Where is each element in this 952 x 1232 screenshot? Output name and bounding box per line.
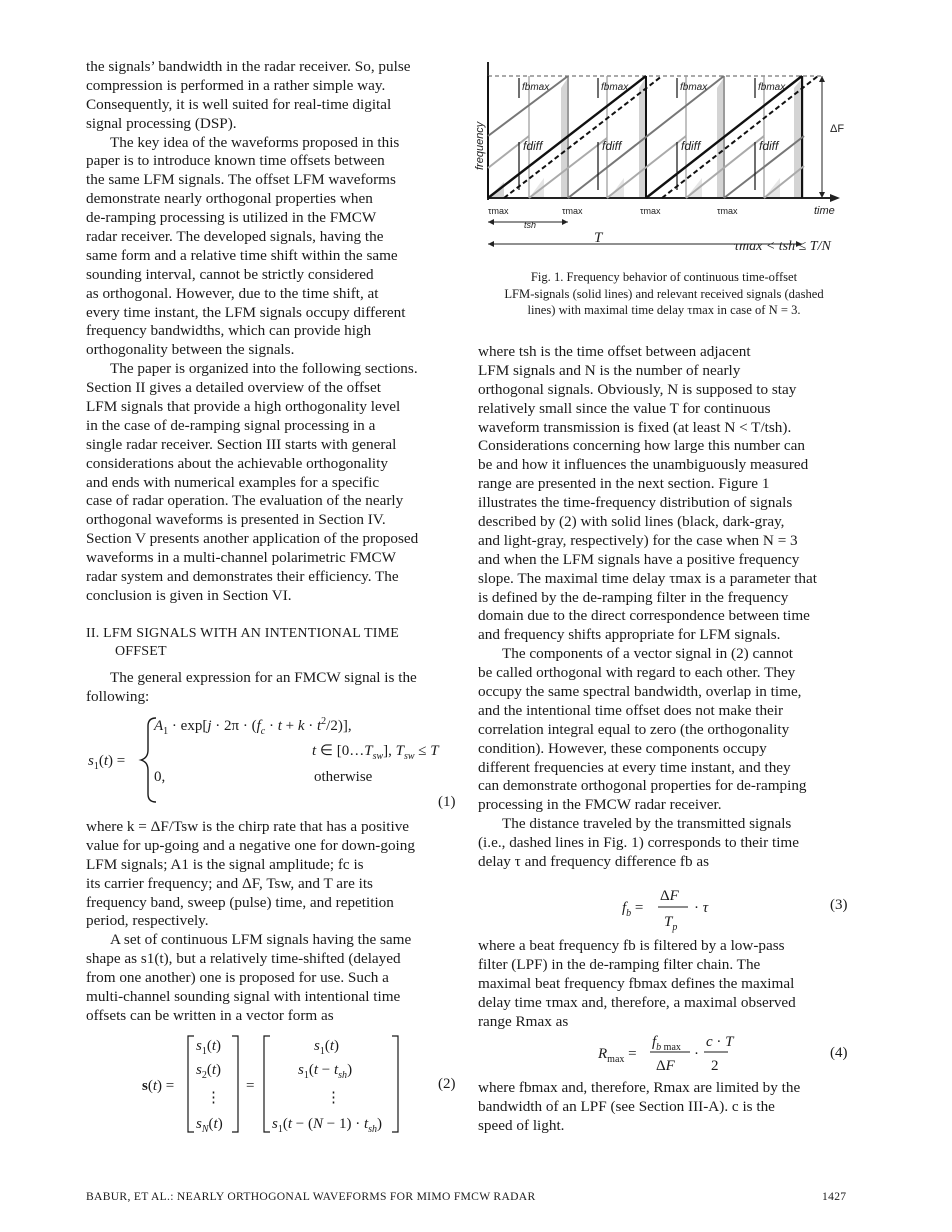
- fdiff-label: fdiff: [681, 139, 701, 153]
- figure-1: [474, 58, 854, 268]
- text-line: as orthogonal. However, due to the time shift, at: [86, 284, 379, 302]
- svg-text:⋮: ⋮: [326, 1090, 341, 1106]
- text-line: from one another) one is proposed for use. Such a: [86, 969, 389, 987]
- text-line: considerations about the achievable orthogonality: [86, 454, 388, 472]
- text-line: LFM signals that provide a high orthogonality level: [86, 398, 401, 416]
- text-line: Considerations concerning how large this number can: [478, 437, 806, 455]
- text-line: and frequency shifts appropriate for LFM signals.: [478, 626, 781, 644]
- equation-4: [596, 1030, 756, 1082]
- text-line: The paper is organized into the following sections.: [110, 360, 418, 378]
- section-heading: [86, 625, 456, 661]
- text-line: and ends with numerical examples for a specific: [86, 473, 380, 491]
- equation-1: [86, 712, 458, 812]
- paragraph: [86, 360, 454, 606]
- text-line: paper is to introduce known time offsets between: [86, 152, 385, 170]
- equation-number: (2): [438, 1076, 456, 1092]
- svg-text:ΔF: ΔF: [660, 888, 679, 904]
- svg-text:otherwise: otherwise: [314, 769, 373, 785]
- right-column: [478, 343, 850, 872]
- text-line: offsets can be written in a vector form as: [86, 1006, 334, 1024]
- text-line: maximal beat frequency fbmax defines the maximal: [478, 974, 795, 992]
- tau-label: τmax: [640, 206, 661, 216]
- svg-text:0,: 0,: [154, 769, 166, 785]
- text-line: value for up-going and a negative one for down-going: [86, 836, 415, 854]
- text-line: orthogonal waveforms is presented in Section IV.: [86, 511, 386, 529]
- svg-text:⋮: ⋮: [206, 1090, 221, 1106]
- paragraph: [478, 937, 850, 1031]
- text-line: illustrates the time-frequency distribution of signals: [478, 494, 793, 512]
- paragraph: [86, 134, 454, 361]
- text-line: LFM signals and N is the number of nearly: [478, 361, 741, 379]
- text-line: waveforms in a multi-channel polarimetric FMCW: [86, 549, 396, 567]
- svg-text:Tp: $T_p$: [664, 914, 678, 933]
- paragraph: [478, 1079, 850, 1136]
- tau-label: τmax: [488, 206, 509, 216]
- text-line: where fbmax and, therefore, Rmax are limited by the: [478, 1079, 801, 1096]
- svg-text:Rmax =: $R_{max}$ =: [598, 1046, 637, 1065]
- text-line: A set of continuous LFM signals having the same: [110, 931, 412, 949]
- running-title: BABUR, ET AL.: NEARLY ORTHOGONAL WAVEFORMS FOR MIMO FMCW RADAR: [86, 1190, 536, 1203]
- svg-text:=: =: [246, 1078, 255, 1094]
- paragraph: [86, 669, 454, 707]
- fbmax-label: fbmax: [522, 82, 550, 93]
- caption-line: LFM-signals (solid lines) and relevant received signals (dashed: [504, 286, 824, 301]
- text-line: where a beat frequency fb is filtered by a low-pass: [478, 937, 785, 954]
- caption-line: Fig. 1. Frequency behavior of continuous time-offset: [530, 270, 798, 284]
- text-line: Section V presents another application of the proposed: [86, 530, 419, 548]
- text-line: delay τ and frequency difference fb as: [478, 853, 709, 871]
- svg-text:s2(t): $s_2(t)$: [196, 1062, 222, 1081]
- text-line: and light-gray, respectively) for the case when N = 3: [478, 531, 798, 549]
- text-line: orthogonal signals. Obviously, N is supposed to stay: [478, 380, 797, 398]
- text-line: conclusion is given in Section VI.: [86, 586, 292, 604]
- svg-text:fb max: $f_{b max}$: [652, 1034, 681, 1053]
- equation-2: [86, 1028, 426, 1140]
- fbmax-label: fbmax: [601, 82, 629, 93]
- text-line: waveform transmission is fixed (at least N < T/tsh).: [478, 418, 792, 436]
- text-line: and when the LFM signals have a positive frequency: [478, 550, 800, 568]
- left-column: [86, 58, 454, 606]
- text-line: sounding interval, cannot be strictly considered: [86, 265, 374, 283]
- svg-text:A1 · exp[j · 2π · (fc · t + k: $A_1 \cdot \exp[j \cdot 2\pi \cdot (f_c \cdot t + k \cdot t^2/2)]$,: [154, 716, 352, 737]
- text-line: period, respectively.: [86, 912, 209, 930]
- text-line: range are presented in the next section. Figure 1: [478, 475, 770, 493]
- text-line: domain due to the direct correspondence between time: [478, 607, 810, 625]
- text-line: The general expression for an FMCW signal is the: [110, 669, 417, 686]
- caption-line: lines) with maximal time delay τmax in case of N = 3.: [527, 303, 801, 317]
- text-line: demonstrate nearly orthogonal properties when: [86, 190, 373, 208]
- tsh-label: tsh: [524, 220, 537, 230]
- fbmax-label: fbmax: [680, 82, 708, 93]
- fbmax-label: fbmax: [758, 82, 786, 93]
- text-line: condition). However, these components occupy: [478, 739, 767, 757]
- tau-label: τmax: [717, 206, 738, 216]
- text-line: the signals’ bandwidth in the radar receiver. So, pulse: [86, 58, 411, 75]
- text-line: de-ramping processing is utilized in the FMCW: [86, 209, 377, 227]
- equation-number: (4): [830, 1045, 848, 1061]
- text-line: is defined by the de-ramping filter in the frequency: [478, 588, 789, 606]
- equation-number: (1): [438, 794, 456, 810]
- svg-text:s1(t) =: $s_1(t)$ =: [88, 753, 126, 772]
- delta-f-label: ΔF: [830, 123, 845, 135]
- text-line: filter (LPF) in the de-ramping filter chain. The: [478, 955, 761, 973]
- text-line: signal processing (DSP).: [86, 114, 237, 132]
- text-line: Consequently, it is well suited for real-time digital: [86, 95, 392, 113]
- paragraph: [86, 818, 454, 1026]
- text-line: can demonstrate orthogonal properties for de-ramping: [478, 777, 807, 795]
- text-line: where tsh is the time offset between adjacent: [478, 343, 751, 360]
- svg-text:2: 2: [711, 1058, 719, 1074]
- condition-label: τmax < tsh ≤ T/N: [734, 239, 831, 254]
- svg-text:· τ: · τ: [694, 900, 709, 916]
- text-line: following:: [86, 687, 150, 705]
- text-line: frequency band, sweep (pulse) time, and repetition: [86, 893, 394, 911]
- text-line: different frequencies at every time instant, and they: [478, 758, 791, 776]
- section-heading-line: OFFSET: [115, 644, 167, 659]
- svg-text:s(t) =: s(t) =: [142, 1078, 175, 1094]
- page-number: 1427: [822, 1190, 847, 1203]
- text-line: its carrier frequency; and ΔF, Tsw, and T are its: [86, 874, 373, 892]
- text-line: case of radar operation. The evaluation of the nearly: [86, 492, 404, 510]
- text-line: in the case of de-ramping signal processing in a: [86, 416, 376, 434]
- equation-number: (3): [830, 897, 848, 913]
- y-axis-label: frequency: [474, 121, 486, 170]
- text-line: described by (2) with solid lines (black, dark-gray,: [478, 513, 785, 531]
- text-line: relatively small since the value T for continuous: [478, 399, 771, 417]
- text-line: be and how it influences the unambiguously measured: [478, 456, 809, 474]
- svg-text:t ∈ [0…Tsw], Tsw ≤ T: t ∈ $[0\dots T_{sw}]$, $T_{sw} \le T$: [312, 743, 439, 762]
- text-line: frequency bandwidths, which can provide high: [86, 322, 372, 340]
- text-line: The key idea of the waveforms proposed in this: [110, 133, 400, 151]
- text-line: multi-channel sounding signal with intentional time: [86, 988, 401, 1006]
- svg-text:s1(t): $s_1(t)$: [314, 1038, 340, 1057]
- svg-text:ΔF: ΔF: [656, 1058, 675, 1074]
- text-line: compression is performed in a rather simple way.: [86, 76, 386, 94]
- figure-caption: [478, 269, 850, 319]
- section-heading-line: II. LFM SIGNALS WITH AN INTENTIONAL TIME: [86, 626, 399, 641]
- text-line: every time instant, the LFM signals occupy different: [86, 303, 406, 321]
- text-line: The components of a vector signal in (2) cannot: [502, 645, 794, 663]
- text-line: speed of light.: [478, 1116, 565, 1134]
- text-line: Section II gives a detailed overview of the offset: [86, 379, 381, 397]
- text-line: occupy the same spectral bandwidth, overlap in time,: [478, 683, 802, 701]
- fdiff-label: fdiff: [759, 139, 779, 153]
- text-line: radar receiver. The developed signals, having the: [86, 228, 384, 246]
- fdiff-label: fdiff: [523, 139, 543, 153]
- text-line: range Rmax as: [478, 1012, 569, 1030]
- text-line: radar system and demonstrates their efficiency. The: [86, 568, 399, 586]
- text-line: single radar receiver. Section III starts with general: [86, 435, 397, 453]
- text-line: correlation integral equal to zero (the orthogonality: [478, 720, 790, 738]
- text-line: orthogonality between the signals.: [86, 341, 295, 359]
- text-line: processing in the FMCW radar receiver.: [478, 796, 722, 814]
- text-line: where k = ΔF/Tsw is the chirp rate that has a positive: [86, 818, 410, 835]
- svg-text:c · T: c · T: [706, 1034, 734, 1050]
- equation-3: [620, 880, 760, 936]
- svg-text:fb =: $f_b$ =: [622, 900, 644, 919]
- text-line: slope. The maximal time delay τmax is a parameter that: [478, 569, 817, 587]
- text-line: shape as s1(t), but a relatively time-shifted (delayed: [86, 950, 401, 968]
- text-line: LFM signals; A1 is the signal amplitude; fc is: [86, 855, 364, 873]
- t-label: T: [594, 230, 603, 246]
- text-line: The distance traveled by the transmitted signals: [502, 815, 792, 833]
- tau-label: τmax: [562, 206, 583, 216]
- svg-text:s1(t − (N − 1) · tsh): $s_1(t - (N - 1) \cdot t_{sh})$: [272, 1116, 383, 1135]
- text-line: bandwidth of an LPF (see Section III-A). c is the: [478, 1097, 775, 1115]
- text-line: (i.e., dashed lines in Fig. 1) corresponds to their time: [478, 834, 799, 852]
- fdiff-label: fdiff: [602, 139, 622, 153]
- paragraph: [86, 58, 454, 134]
- svg-text:s1(t − tsh): $s_1(t - t_{sh})$: [298, 1062, 353, 1081]
- text-line: the same LFM signals. The offset LFM waveforms: [86, 171, 396, 189]
- text-line: same form and a relative time shift within the same: [86, 246, 398, 264]
- x-axis-label: time: [814, 205, 835, 217]
- text-line: and the intentional time offset does not make their: [478, 701, 784, 719]
- svg-text:sN(t): $s_N(t)$: [196, 1116, 223, 1135]
- svg-text:s1(t): $s_1(t)$: [196, 1038, 222, 1057]
- svg-text:·: ·: [694, 1046, 699, 1062]
- text-line: delay time τmax and, therefore, a maximal observed: [478, 993, 796, 1011]
- text-line: be called orthogonal with regard to each other. They: [478, 664, 796, 682]
